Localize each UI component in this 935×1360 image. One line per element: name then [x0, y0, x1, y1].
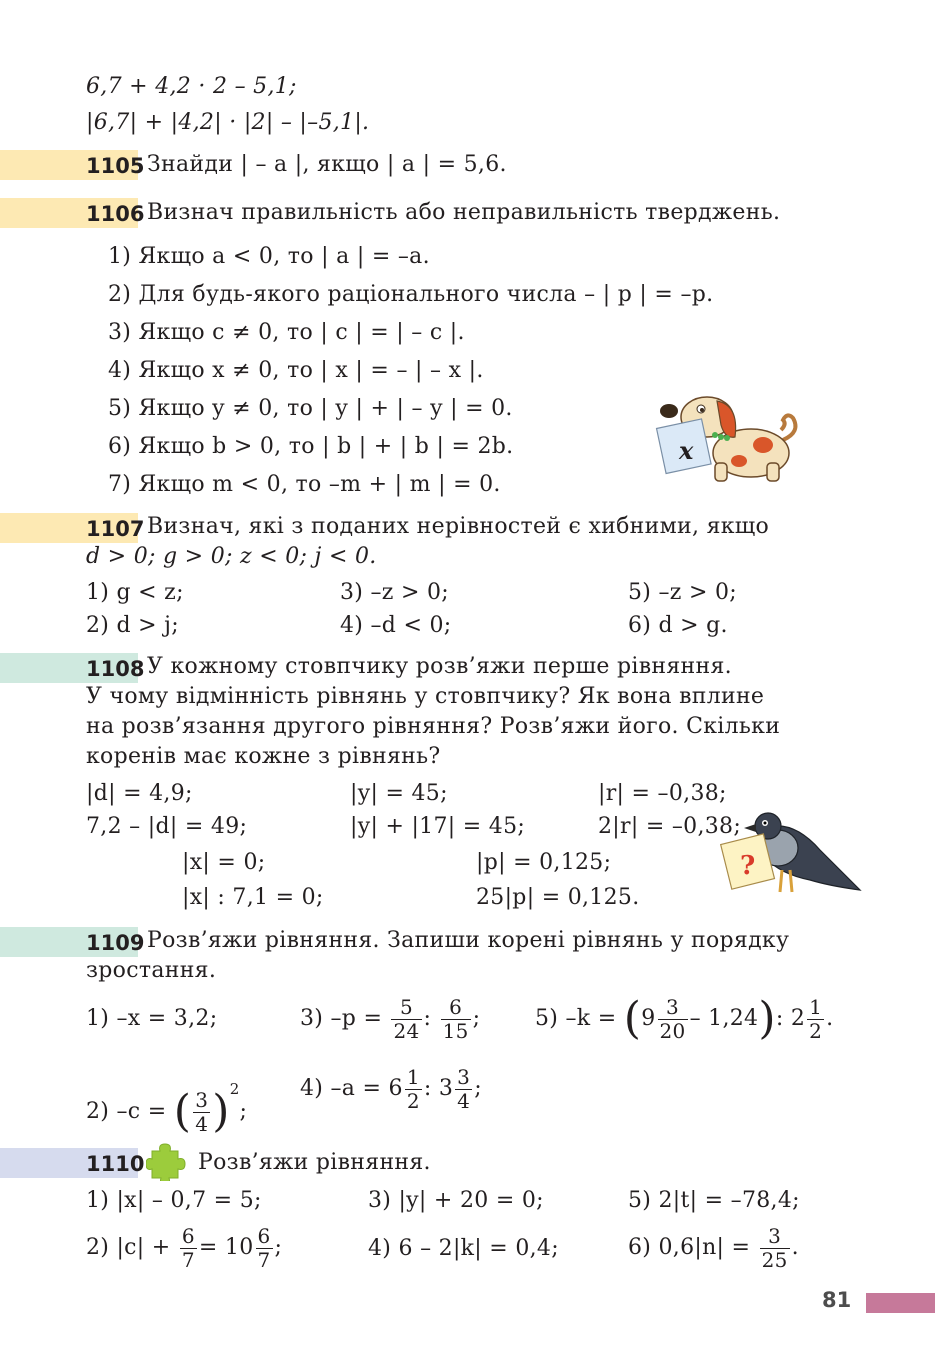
- exercise-number-1106: 1106: [86, 202, 145, 226]
- dog-card-label: x: [679, 436, 694, 465]
- equation: 2|r| = –0,38;: [598, 814, 742, 839]
- equation-5: 5) –k = (9 $\frac{3}{20}$ – 1,24): 2 $\frac{1}{2}$ .: [535, 993, 834, 1044]
- statement-item: 1) Якщо a < 0, то | a | = –a.: [108, 244, 430, 269]
- exercise-text-1108: на розв’язання другого рівняння? Розв’яжи його. Скільки: [86, 714, 781, 739]
- equation: 3) |y| + 20 = 0;: [368, 1188, 544, 1213]
- equation: |x| : 7,1 = 0;: [182, 885, 324, 910]
- fraction: $\frac{1}{2}$: [809, 994, 823, 1043]
- fraction: $\frac{1}{2}$: [406, 1064, 420, 1113]
- expression-line-1: 6,7 + 4,2 · 2 – 5,1;: [86, 74, 297, 99]
- equation: |d| = 4,9;: [86, 781, 193, 806]
- page-number: 81: [822, 1288, 852, 1312]
- fraction: $\frac{5}{24}$: [393, 994, 420, 1043]
- statement-item: 6) Якщо b > 0, то | b | + | b | = 2b.: [108, 434, 514, 459]
- inequality-item: 3) –z > 0;: [340, 580, 449, 605]
- equation-2: 2) –c = ( $\frac{3}{4}$ )$^2$;: [86, 1080, 248, 1137]
- statement-item: 5) Якщо y ≠ 0, то | y | + | – y | = 0.: [108, 396, 513, 421]
- exercise-number-1108: 1108: [86, 657, 145, 681]
- equation-label: 3) –p =: [300, 1006, 383, 1031]
- exercise-text-1108: У чому відмінність рівнянь у стовпчику? Як вона вплине: [86, 684, 765, 709]
- inequality-item: 4) –d < 0;: [340, 613, 452, 638]
- equation-2: 2) |c| + $\frac{6}{7}$ = 10 $\frac{6}{7}$ ;: [86, 1223, 283, 1272]
- exercise-text-1106: Визнач правильність або неправильність тверджень.: [147, 200, 781, 225]
- equation: |y| = 45;: [350, 781, 448, 806]
- equation: 5) 2|t| = –78,4;: [628, 1188, 800, 1213]
- equation: 25|p| = 0,125.: [476, 885, 640, 910]
- dog-illustration: [655, 385, 805, 485]
- equation: 1) –x = 3,2;: [86, 1006, 218, 1031]
- page-number-bar: [866, 1293, 935, 1313]
- exercise-number-1110: 1110: [86, 1152, 145, 1176]
- exercise-number-1107: 1107: [86, 517, 145, 541]
- fraction: $\frac{6}{7}$: [181, 1223, 195, 1272]
- equation: |x| = 0;: [182, 850, 266, 875]
- equation-6: 6) 0,6|n| = $\frac{3}{25}$ .: [628, 1223, 799, 1272]
- fraction: $\frac{3}{4}$: [457, 1064, 471, 1113]
- equation-label: 4) –a = 6: [300, 1076, 403, 1101]
- exercise-number-1109: 1109: [86, 931, 145, 955]
- inequality-item: 5) –z > 0;: [628, 580, 737, 605]
- exercise-text-1105: Знайди | – a |, якщо | a | = 5,6.: [147, 152, 507, 177]
- exercise-number-1105: 1105: [86, 154, 145, 178]
- exercise-text-1109: Розв’яжи рівняння. Запиши корені рівнянь у порядку: [147, 928, 790, 953]
- exercise-conditions-1107: d > 0; g > 0; z < 0; j < 0.: [86, 544, 377, 569]
- equation-3: 3) –p = $\frac{5}{24}$ : $\frac{6}{15}$ ;: [300, 994, 481, 1043]
- equation: 7,2 – |d| = 49;: [86, 814, 248, 839]
- expression-line-2: |6,7| + |4,2| · |2| – |–5,1|.: [86, 110, 370, 135]
- statement-item: 3) Якщо c ≠ 0, то | c | = | – c |.: [108, 320, 465, 345]
- fraction: $\frac{3}{20}$: [659, 994, 686, 1043]
- statement-item: 7) Якщо m < 0, то –m + | m | = 0.: [108, 472, 501, 497]
- exercise-text-1107: Визнач, які з поданих нерівностей є хибними, якщо: [147, 514, 770, 539]
- fraction: $\frac{6}{7}$: [257, 1223, 271, 1272]
- statement-item: 4) Якщо x ≠ 0, то | x | = – | – x |.: [108, 358, 484, 383]
- puzzle-icon: [146, 1143, 186, 1181]
- fraction: $\frac{3}{4}$: [195, 1087, 209, 1136]
- fraction: $\frac{3}{25}$: [761, 1223, 788, 1272]
- equation: 1) |x| – 0,7 = 5;: [86, 1188, 262, 1213]
- fraction: $\frac{6}{15}$: [442, 994, 469, 1043]
- crow-illustration: [720, 808, 865, 898]
- exercise-text-1109: зростання.: [86, 958, 217, 983]
- exercise-text-1108: У кожному стовпчику розв’яжи перше рівняння.: [147, 654, 732, 679]
- exercise-text-1110: Розв’яжи рівняння.: [198, 1150, 431, 1175]
- equation: 4) 6 – 2|k| = 0,4;: [368, 1236, 559, 1261]
- inequality-item: 2) d > j;: [86, 613, 180, 638]
- inequality-item: 6) d > g.: [628, 613, 728, 638]
- exercise-text-1108: коренів має кожне з рівнянь?: [86, 744, 441, 769]
- crow-card-label: ?: [740, 851, 756, 881]
- statement-item: 2) Для будь-якого раціонального числа – | p | = –p.: [108, 282, 714, 307]
- equation-label: 6) 0,6|n| =: [628, 1235, 751, 1260]
- equation: |p| = 0,125;: [476, 850, 612, 875]
- equation-label: 2) –c =: [86, 1099, 167, 1124]
- inequality-item: 1) g < z;: [86, 580, 184, 605]
- equation: |y| + |17| = 45;: [350, 814, 526, 839]
- equation-label: 2) |c| +: [86, 1235, 171, 1260]
- equation-4: 4) –a = 6 $\frac{1}{2}$ : 3 $\frac{3}{4}$ ;: [300, 1064, 482, 1113]
- equation: |r| = –0,38;: [598, 781, 727, 806]
- equation-label: 5) –k =: [535, 1006, 617, 1031]
